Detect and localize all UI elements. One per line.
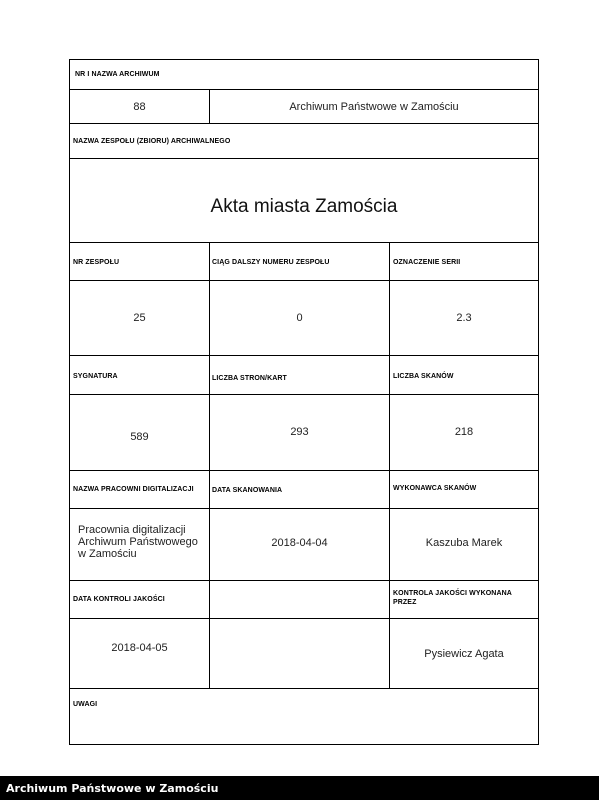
grid-line (69, 508, 538, 509)
scan-date-label: DATA SKANOWANIA (212, 487, 283, 494)
series: 2.3 (456, 312, 472, 324)
fonds-number-cont: 0 (296, 312, 303, 324)
grid-line (69, 59, 538, 60)
lab: Pracownia digitalizacji Archiwum Państwowego w Zamościu (78, 524, 198, 560)
scanner-label: WYKONAWCA SKANÓW (393, 485, 477, 492)
fonds-number: 25 (133, 312, 146, 324)
fonds-name-label: NAZWA ZESPOŁU (ZBIORU) ARCHIWALNEGO (73, 138, 231, 145)
grid-line (538, 59, 539, 745)
pages-label: LICZBA STRON/KART (212, 375, 287, 382)
qc-date-label: DATA KONTROLI JAKOŚCI (73, 596, 165, 603)
grid-line (69, 394, 538, 395)
scans: 218 (454, 426, 474, 438)
qc-by: Pysiewicz Agata (424, 648, 504, 660)
grid-line (69, 580, 538, 581)
archive-label: NR I NAZWA ARCHIWUM (75, 71, 160, 78)
scans-label: LICZBA SKANÓW (393, 373, 454, 380)
archive-number: 88 (133, 100, 146, 113)
grid-line (69, 618, 538, 619)
qc-by-label: KONTROLA JAKOŚCI WYKONANA PRZEZ (393, 590, 512, 606)
grid-line (69, 470, 538, 471)
fonds-number-label: NR ZESPOŁU (73, 259, 120, 266)
fonds-number-cont-label: CIĄG DALSZY NUMERU ZESPOŁU (212, 259, 330, 266)
lab-label: NAZWA PRACOWNI DIGITALIZACJI (73, 486, 194, 493)
grid-line (69, 280, 538, 281)
footer-text: Archiwum Państwowe w Zamościu (6, 782, 219, 795)
grid-line (69, 744, 538, 745)
grid-line (69, 123, 538, 124)
archive-name: Archiwum Państwowe w Zamościu (289, 100, 459, 113)
grid-line (69, 158, 538, 159)
grid-line (69, 688, 538, 689)
series-label: OZNACZENIE SERII (393, 259, 461, 266)
notes-label: UWAGI (73, 701, 98, 708)
fonds-name: Akta miasta Zamościa (210, 196, 398, 217)
qc-date: 2018-04-05 (111, 642, 168, 654)
footer-bar (0, 776, 599, 800)
signature-label: SYGNATURA (73, 373, 118, 380)
scan-date: 2018-04-04 (271, 537, 328, 549)
scanner: Kaszuba Marek (425, 537, 503, 549)
grid-line (69, 242, 538, 243)
grid-line (69, 355, 538, 356)
pages: 293 (290, 426, 309, 438)
signature: 589 (130, 431, 149, 443)
